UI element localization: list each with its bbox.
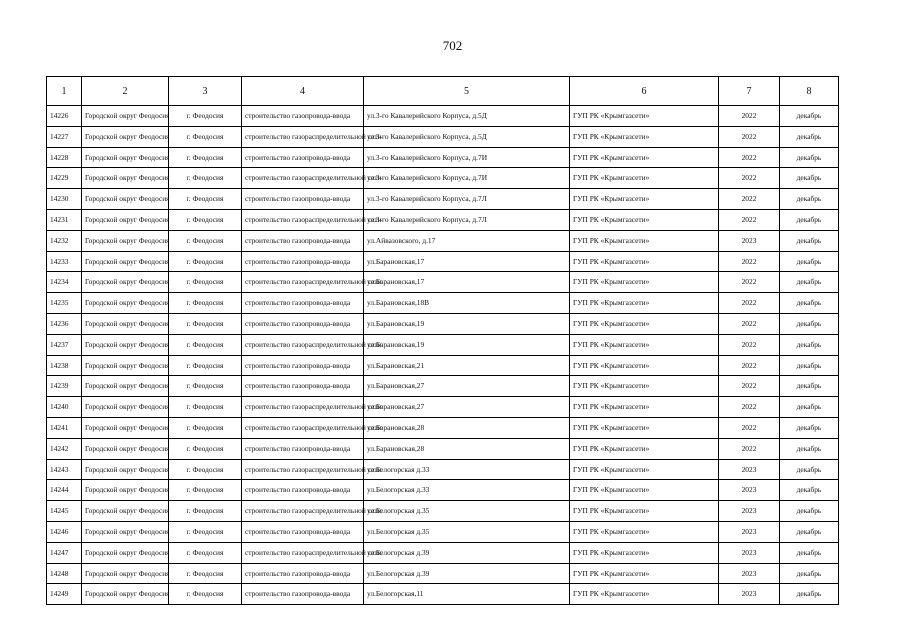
year-cell: 2022: [719, 209, 780, 230]
year-cell: 2022: [719, 168, 780, 189]
table-body: [47, 106, 839, 605]
column-header: 2: [82, 77, 169, 106]
settlement-cell: г. Феодосия: [169, 563, 242, 584]
table-row: [47, 293, 839, 314]
settlement-cell: г. Феодосия: [169, 397, 242, 418]
settlement-cell: г. Феодосия: [169, 209, 242, 230]
work-type-cell: строительство газораспределительной сети: [242, 334, 364, 355]
contractor-cell: ГУП РК «Крымгазсети»: [570, 584, 719, 605]
column-header: 3: [169, 77, 242, 106]
month-cell: декабрь: [780, 376, 839, 397]
address-cell: ул.Белогорская д.33: [364, 480, 570, 501]
year-cell: 2022: [719, 126, 780, 147]
settlement-cell: г. Феодосия: [169, 126, 242, 147]
table-row: [47, 209, 839, 230]
column-header: 6: [570, 77, 719, 106]
settlement-cell: г. Феодосия: [169, 355, 242, 376]
contractor-cell: ГУП РК «Крымгазсети»: [570, 209, 719, 230]
row-number-cell: 14248: [47, 563, 82, 584]
work-type-cell: строительство газопровода-ввода: [242, 313, 364, 334]
year-cell: 2023: [719, 459, 780, 480]
contractor-cell: ГУП РК «Крымгазсети»: [570, 313, 719, 334]
row-number-cell: 14241: [47, 417, 82, 438]
work-type-cell: строительство газораспределительной сети: [242, 272, 364, 293]
address-cell: ул.Барановская,17: [364, 251, 570, 272]
address-cell: ул.3-го Кавалерийского Корпуса, д.5Д: [364, 126, 570, 147]
year-cell: 2022: [719, 417, 780, 438]
contractor-cell: ГУП РК «Крымгазсети»: [570, 563, 719, 584]
municipality-cell: Городской округ Феодосия: [82, 417, 169, 438]
table-row: [47, 355, 839, 376]
municipality-cell: Городской округ Феодосия: [82, 230, 169, 251]
row-number-cell: 14233: [47, 251, 82, 272]
municipality-cell: Городской округ Феодосия: [82, 355, 169, 376]
municipality-cell: Городской округ Феодосия: [82, 438, 169, 459]
column-header: 1: [47, 77, 82, 106]
work-type-cell: строительство газопровода-ввода: [242, 189, 364, 210]
address-cell: ул.Барановская,28: [364, 438, 570, 459]
row-number-cell: 14234: [47, 272, 82, 293]
municipality-cell: Городской округ Феодосия: [82, 459, 169, 480]
address-cell: ул.Барановская,21: [364, 355, 570, 376]
year-cell: 2023: [719, 563, 780, 584]
year-cell: 2022: [719, 293, 780, 314]
column-header: 7: [719, 77, 780, 106]
row-number-cell: 14247: [47, 542, 82, 563]
year-cell: 2022: [719, 147, 780, 168]
row-number-cell: 14242: [47, 438, 82, 459]
column-header: 5: [364, 77, 570, 106]
municipality-cell: Городской округ Феодосия: [82, 542, 169, 563]
settlement-cell: г. Феодосия: [169, 272, 242, 293]
work-type-cell: строительство газопровода-ввода: [242, 251, 364, 272]
column-header: 4: [242, 77, 364, 106]
month-cell: декабрь: [780, 355, 839, 376]
month-cell: декабрь: [780, 397, 839, 418]
address-cell: ул.Барановская,27: [364, 397, 570, 418]
year-cell: 2022: [719, 376, 780, 397]
address-cell: ул.Белогорская д.39: [364, 542, 570, 563]
table-row: [47, 438, 839, 459]
year-cell: 2022: [719, 355, 780, 376]
contractor-cell: ГУП РК «Крымгазсети»: [570, 251, 719, 272]
municipality-cell: Городской округ Феодосия: [82, 106, 169, 127]
address-cell: ул.Барановская,27: [364, 376, 570, 397]
contractor-cell: ГУП РК «Крымгазсети»: [570, 355, 719, 376]
row-number-cell: 14226: [47, 106, 82, 127]
year-cell: 2022: [719, 251, 780, 272]
month-cell: декабрь: [780, 272, 839, 293]
table-row: [47, 313, 839, 334]
month-cell: декабрь: [780, 438, 839, 459]
work-type-cell: строительство газопровода-ввода: [242, 293, 364, 314]
municipality-cell: Городской округ Феодосия: [82, 521, 169, 542]
address-cell: ул.Белогорская,11: [364, 584, 570, 605]
year-cell: 2023: [719, 542, 780, 563]
municipality-cell: Городской округ Феодосия: [82, 293, 169, 314]
municipality-cell: Городской округ Феодосия: [82, 209, 169, 230]
settlement-cell: г. Феодосия: [169, 417, 242, 438]
work-type-cell: строительство газораспределительной сети: [242, 501, 364, 522]
contractor-cell: ГУП РК «Крымгазсети»: [570, 293, 719, 314]
municipality-cell: Городской округ Феодосия: [82, 334, 169, 355]
address-cell: ул.3-го Кавалерийского Корпуса, д.7И: [364, 168, 570, 189]
row-number-cell: 14239: [47, 376, 82, 397]
month-cell: декабрь: [780, 293, 839, 314]
month-cell: декабрь: [780, 521, 839, 542]
work-type-cell: строительство газопровода-ввода: [242, 521, 364, 542]
year-cell: 2023: [719, 230, 780, 251]
year-cell: 2022: [719, 189, 780, 210]
address-cell: ул.3-го Кавалерийского Корпуса, д.7Л: [364, 209, 570, 230]
table-row: [47, 272, 839, 293]
row-number-cell: 14229: [47, 168, 82, 189]
work-type-cell: строительство газораспределительной сети: [242, 168, 364, 189]
row-number-cell: 14235: [47, 293, 82, 314]
work-type-cell: строительство газопровода-ввода: [242, 355, 364, 376]
contractor-cell: ГУП РК «Крымгазсети»: [570, 106, 719, 127]
year-cell: 2022: [719, 397, 780, 418]
municipality-cell: Городской округ Феодосия: [82, 376, 169, 397]
contractor-cell: ГУП РК «Крымгазсети»: [570, 189, 719, 210]
work-type-cell: строительство газопровода-ввода: [242, 480, 364, 501]
year-cell: 2023: [719, 521, 780, 542]
settlement-cell: г. Феодосия: [169, 293, 242, 314]
year-cell: 2023: [719, 480, 780, 501]
address-cell: ул.3-го Кавалерийского Корпуса, д.7Л: [364, 189, 570, 210]
work-type-cell: строительство газопровода-ввода: [242, 147, 364, 168]
work-type-cell: строительство газопровода-ввода: [242, 438, 364, 459]
municipality-cell: Городской округ Феодосия: [82, 272, 169, 293]
month-cell: декабрь: [780, 501, 839, 522]
contractor-cell: ГУП РК «Крымгазсети»: [570, 521, 719, 542]
municipality-cell: Городской округ Феодосия: [82, 501, 169, 522]
month-cell: декабрь: [780, 251, 839, 272]
table-row: [47, 563, 839, 584]
row-number-cell: 14236: [47, 313, 82, 334]
row-number-cell: 14240: [47, 397, 82, 418]
year-cell: 2022: [719, 272, 780, 293]
table-row: [47, 417, 839, 438]
month-cell: декабрь: [780, 230, 839, 251]
month-cell: декабрь: [780, 334, 839, 355]
work-type-cell: строительство газораспределительной сети: [242, 417, 364, 438]
work-type-cell: строительство газораспределительной сети: [242, 126, 364, 147]
column-header: 8: [780, 77, 839, 106]
municipality-cell: Городской округ Феодосия: [82, 480, 169, 501]
table-row: [47, 376, 839, 397]
municipality-cell: Городской округ Феодосия: [82, 251, 169, 272]
row-number-cell: 14228: [47, 147, 82, 168]
address-cell: ул.3-го Кавалерийского Корпуса, д.7И: [364, 147, 570, 168]
municipality-cell: Городской округ Феодосия: [82, 189, 169, 210]
settlement-cell: г. Феодосия: [169, 106, 242, 127]
municipality-cell: Городской округ Феодосия: [82, 313, 169, 334]
settlement-cell: г. Феодосия: [169, 459, 242, 480]
municipality-cell: Городской округ Феодосия: [82, 147, 169, 168]
row-number-cell: 14230: [47, 189, 82, 210]
month-cell: декабрь: [780, 480, 839, 501]
work-type-cell: строительство газораспределительной сети: [242, 459, 364, 480]
year-cell: 2022: [719, 438, 780, 459]
settlement-cell: г. Феодосия: [169, 438, 242, 459]
month-cell: декабрь: [780, 189, 839, 210]
year-cell: 2022: [719, 313, 780, 334]
month-cell: декабрь: [780, 563, 839, 584]
work-type-cell: строительство газопровода-ввода: [242, 376, 364, 397]
work-type-cell: строительство газопровода-ввода: [242, 106, 364, 127]
month-cell: декабрь: [780, 417, 839, 438]
work-type-cell: строительство газопровода-ввода: [242, 230, 364, 251]
table-row: [47, 168, 839, 189]
table-row: [47, 126, 839, 147]
contractor-cell: ГУП РК «Крымгазсети»: [570, 417, 719, 438]
settlement-cell: г. Феодосия: [169, 147, 242, 168]
table-row: [47, 584, 839, 605]
table-row: [47, 459, 839, 480]
row-number-cell: 14231: [47, 209, 82, 230]
row-number-cell: 14245: [47, 501, 82, 522]
settlement-cell: г. Феодосия: [169, 189, 242, 210]
address-cell: ул.Барановская,18В: [364, 293, 570, 314]
settlement-cell: г. Феодосия: [169, 168, 242, 189]
settlement-cell: г. Феодосия: [169, 334, 242, 355]
settlement-cell: г. Феодосия: [169, 251, 242, 272]
month-cell: декабрь: [780, 459, 839, 480]
month-cell: декабрь: [780, 126, 839, 147]
month-cell: декабрь: [780, 542, 839, 563]
table-row: [47, 230, 839, 251]
address-cell: ул.Барановская,28: [364, 417, 570, 438]
address-cell: ул.Белогорская д.35: [364, 521, 570, 542]
contractor-cell: ГУП РК «Крымгазсети»: [570, 480, 719, 501]
work-type-cell: строительство газораспределительной сети: [242, 542, 364, 563]
work-type-cell: строительство газопровода-ввода: [242, 563, 364, 584]
table-row: [47, 334, 839, 355]
row-number-cell: 14238: [47, 355, 82, 376]
address-cell: ул.Барановская,17: [364, 272, 570, 293]
municipality-cell: Городской округ Феодосия: [82, 168, 169, 189]
month-cell: декабрь: [780, 147, 839, 168]
settlement-cell: г. Феодосия: [169, 501, 242, 522]
settlement-cell: г. Феодосия: [169, 480, 242, 501]
contractor-cell: ГУП РК «Крымгазсети»: [570, 459, 719, 480]
year-cell: 2023: [719, 501, 780, 522]
work-type-cell: строительство газораспределительной сети: [242, 397, 364, 418]
address-cell: ул.Белогорская д.39: [364, 563, 570, 584]
municipality-cell: Городской округ Феодосия: [82, 126, 169, 147]
table-row: [47, 397, 839, 418]
municipality-cell: Городской округ Феодосия: [82, 397, 169, 418]
settlement-cell: г. Феодосия: [169, 313, 242, 334]
table-row: [47, 480, 839, 501]
row-number-cell: 14249: [47, 584, 82, 605]
page-number: 702: [442, 38, 463, 53]
address-cell: ул.Айвазовского, д.17: [364, 230, 570, 251]
row-number-cell: 14243: [47, 459, 82, 480]
row-number-cell: 14232: [47, 230, 82, 251]
municipality-cell: Городской округ Феодосия: [82, 584, 169, 605]
contractor-cell: ГУП РК «Крымгазсети»: [570, 334, 719, 355]
month-cell: декабрь: [780, 168, 839, 189]
row-number-cell: 14244: [47, 480, 82, 501]
address-cell: ул.Белогорская д.35: [364, 501, 570, 522]
month-cell: декабрь: [780, 584, 839, 605]
contractor-cell: ГУП РК «Крымгазсети»: [570, 230, 719, 251]
year-cell: 2023: [719, 584, 780, 605]
year-cell: 2022: [719, 106, 780, 127]
work-type-cell: строительство газопровода-ввода: [242, 584, 364, 605]
contractor-cell: ГУП РК «Крымгазсети»: [570, 126, 719, 147]
header-row: [47, 77, 839, 106]
row-number-cell: 14246: [47, 521, 82, 542]
settlement-cell: г. Феодосия: [169, 521, 242, 542]
row-number-cell: 14227: [47, 126, 82, 147]
table-row: [47, 521, 839, 542]
table-row: [47, 147, 839, 168]
row-number-cell: 14237: [47, 334, 82, 355]
address-cell: ул.3-го Кавалерийского Корпуса, д.5Д: [364, 106, 570, 127]
address-cell: ул.Барановская,19: [364, 313, 570, 334]
month-cell: декабрь: [780, 106, 839, 127]
settlement-cell: г. Феодосия: [169, 584, 242, 605]
settlement-cell: г. Феодосия: [169, 542, 242, 563]
settlement-cell: г. Феодосия: [169, 376, 242, 397]
table-row: [47, 251, 839, 272]
address-cell: ул.Белогорская д.33: [364, 459, 570, 480]
table-row: [47, 542, 839, 563]
contractor-cell: ГУП РК «Крымгазсети»: [570, 542, 719, 563]
month-cell: декабрь: [780, 313, 839, 334]
year-cell: 2022: [719, 334, 780, 355]
table-row: [47, 106, 839, 127]
municipality-cell: Городской округ Феодосия: [82, 563, 169, 584]
contractor-cell: ГУП РК «Крымгазсети»: [570, 147, 719, 168]
contractor-cell: ГУП РК «Крымгазсети»: [570, 501, 719, 522]
contractor-cell: ГУП РК «Крымгазсети»: [570, 397, 719, 418]
contractor-cell: ГУП РК «Крымгазсети»: [570, 272, 719, 293]
table-row: [47, 189, 839, 210]
contractor-cell: ГУП РК «Крымгазсети»: [570, 168, 719, 189]
contractor-cell: ГУП РК «Крымгазсети»: [570, 438, 719, 459]
settlement-cell: г. Феодосия: [169, 230, 242, 251]
gasification-register-table: [46, 76, 839, 605]
work-type-cell: строительство газораспределительной сети: [242, 209, 364, 230]
table-row: [47, 501, 839, 522]
contractor-cell: ГУП РК «Крымгазсети»: [570, 376, 719, 397]
month-cell: декабрь: [780, 209, 839, 230]
address-cell: ул.Барановская,19: [364, 334, 570, 355]
